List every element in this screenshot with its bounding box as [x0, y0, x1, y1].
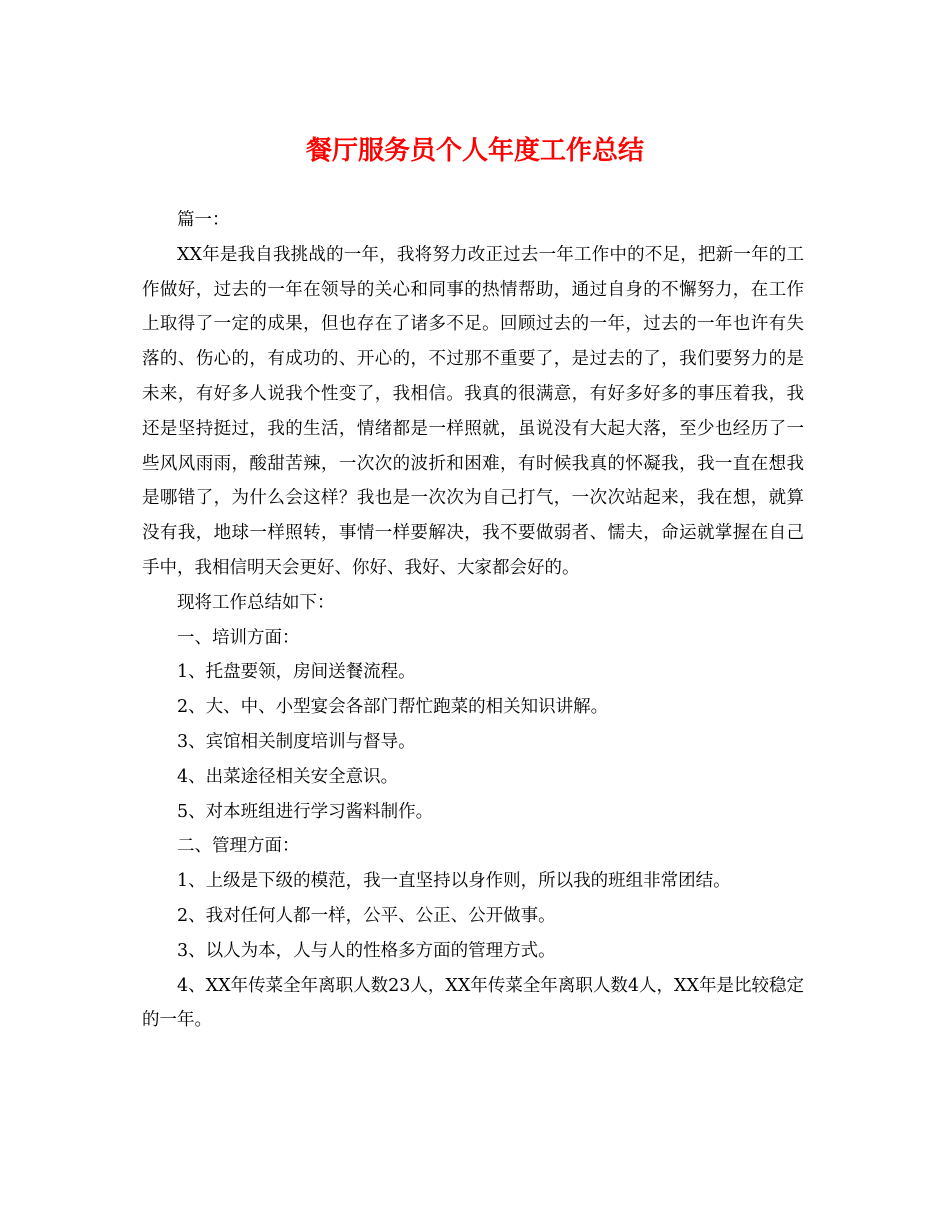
- list-item: 1、上级是下级的模范，我一直坚持以身作则，所以我的班组非常团结。: [177, 871, 731, 892]
- list-item: 3、宾馆相关制度培训与督导。: [177, 731, 416, 752]
- document-body: [142, 203, 804, 1038]
- section-heading-training: 一、培训方面：: [177, 627, 300, 648]
- list-item: 2、大、中、小型宴会各部门帮忙跑菜的相关知识讲解。: [177, 697, 609, 718]
- list-item: 1、托盘要领，房间送餐流程。: [177, 662, 416, 683]
- list-item: 4、出菜途径相关安全意识。: [177, 766, 399, 787]
- intro-paragraph: XX年是我自我挑战的一年，我将努力改正过去一年工作中的不足，把新一年的工作做好，过去的一年在领导的关心和同事的热情帮助，通过自身的不懈努力，在工作上取得了一定的成果，但也存在了诸多不足。回顾过去的一年，过去的一年也许有失落的、伤心的，有成功的、开心的，不过那不重要了，是过去的了，我们要努力的是未来，有好多人说我个性变了，我相信。我真的很满意，有好多好多的事压着我，我还是坚持挺过，我的生活，情绪都是一样照就，虽说没有大起大落，至少也经历了一些风风雨雨，酸甜苦辣，一次次的波折和困难，有时候我真的怀凝我，我一直在想我是哪错了，为什么会这样？我也是一次次为自己打气，一次次站起来，我在想，就算没有我，地球一样照转，事情一样要解决，我不要做弱者、懦夫，命运就掌握在自己手中，我相信明天会更好、你好、我好、大家都会好的。: [142, 244, 804, 578]
- list-item: 4、XX年传菜全年离职人数23人，XX年传菜全年离职人数4人，XX年是比较稳定的一年。: [142, 975, 804, 1031]
- list-item: 2、我对任何人都一样，公平、公正、公开做事。: [177, 905, 556, 926]
- list-item: 5、对本班组进行学习酱料制作。: [177, 801, 434, 822]
- section-heading-part-one: 篇一：: [177, 210, 230, 230]
- document-title: 餐厅服务员个人年度工作总结: [305, 136, 644, 166]
- summary-lead: 现将工作总结如下：: [177, 592, 335, 613]
- list-item: 3、以人为本，人与人的性格多方面的管理方式。: [177, 940, 556, 961]
- section-heading-management: 二、管理方面：: [177, 836, 300, 857]
